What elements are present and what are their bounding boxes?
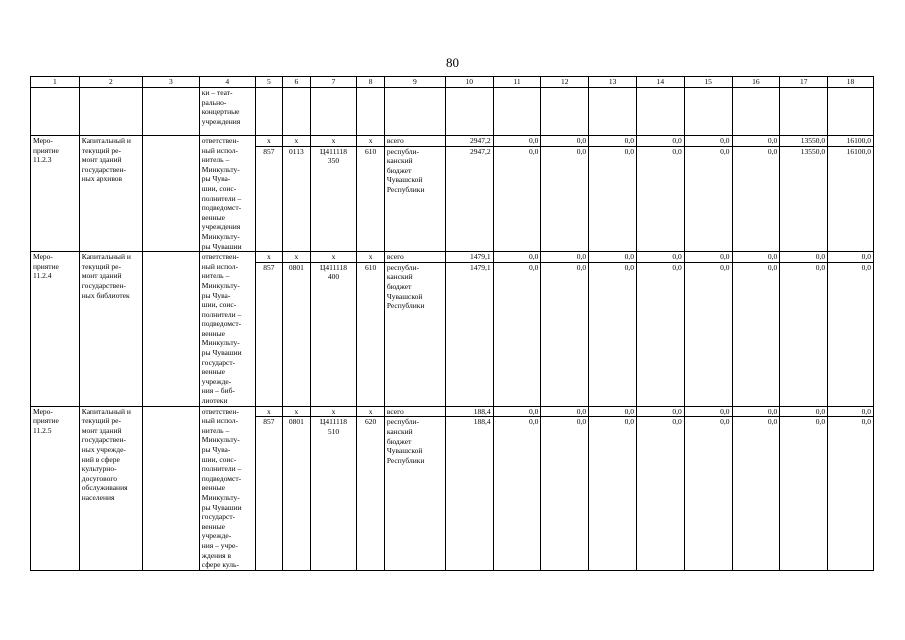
column-header: 14 xyxy=(636,77,684,88)
table-row: Меро- приятие 11.2.3 Капитальный и текущий ре- монт зданий государствен- ных архивов ответствен- ный испол- нитель – Минкульту- ры Чува- шии, соис- полнители – подведомст- венные учреждения Минкульту- ры Чувашии х х х х всего 2947,2 0,0 0,0 0,0 0,0 0,0 0,0 13550,0 16100,0 xyxy=(31,136,874,147)
column-header: 5 xyxy=(255,77,282,88)
column-header: 11 xyxy=(493,77,541,88)
column-header: 15 xyxy=(684,77,732,88)
column-header: 4 xyxy=(199,77,255,88)
activity-code: Меро- приятие 11.2.4 xyxy=(31,252,80,407)
activity-code: Меро- приятие 11.2.3 xyxy=(31,136,80,252)
column-header: 3 xyxy=(142,77,199,88)
executor-cell: ответствен- ный испол- нитель – Минкульту- ры Чува- шии, соис- полнители – подведомст- венные Минкульту- ры Чувашии государст- венные учрежде- ния – учре- ждения в сфере куль- xyxy=(199,406,255,570)
table-row: Меро- приятие 11.2.5 Капитальный и текущий ре- монт зданий государствен- ных учрежде- ний в сфере культурно- досугового обслуживания населения ответствен- ный испол- нитель – Минкульту- ры Чува- шии, соис- полнители – подведомст- венные Минкульту- ры Чувашии государст- венные учрежде- ния – учре- ждения в сфере куль- х х х х всего 188,4 0,0 0,0 0,0 0,0 0,0 0,0 0,0 0,0 xyxy=(31,406,874,417)
activity-code: Меро- приятие 11.2.5 xyxy=(31,406,80,570)
column-header: 18 xyxy=(828,77,874,88)
table-row: 857 0113 Ц411118 350 610 республи- канский бюджет Чувашской Республики 2947,2 0,0 0,0 0,0 0,0 0,0 0,0 13550,0 16100,0 xyxy=(31,146,874,251)
column-header: 13 xyxy=(589,77,637,88)
column-header: 16 xyxy=(732,77,780,88)
column-header: 8 xyxy=(357,77,384,88)
table-row: Меро- приятие 11.2.4 Капитальный и текущий ре- монт зданий государствен- ных библиотек ответствен- ный испол- нитель – Минкульту- ры Чува- шии, соис- полнители – подведомст- венные Минкульту- ры Чувашии государст- венные учрежде- ния – биб- лиотеки х х х х всего 1479,1 0,0 0,0 0,0 0,0 0,0 0,0 0,0 0,0 xyxy=(31,252,874,263)
executor-cell: ответствен- ный испол- нитель – Минкульту- ры Чува- шии, соис- полнители – подведомст- венные учреждения Минкульту- ры Чувашии xyxy=(199,136,255,252)
column-header: 6 xyxy=(283,77,310,88)
continuation-row xyxy=(31,88,874,136)
column-header: 7 xyxy=(310,77,357,88)
column-header: 2 xyxy=(79,77,142,88)
column-header: 9 xyxy=(384,77,445,88)
activity-name: Капитальный и текущий ре- монт зданий государствен- ных библиотек xyxy=(79,252,142,407)
table-row: 857 0801 Ц411118 400 610 республи- канский бюджет Чувашской Республики 1479,1 0,0 0,0 0,0 0,0 0,0 0,0 0,0 0,0 xyxy=(31,262,874,406)
budget-table xyxy=(30,76,874,571)
page-number: 80 xyxy=(446,55,459,70)
executor-cell: ответствен- ный испол- нитель – Минкульту- ры Чува- шии, соис- полнители – подведомст- венные Минкульту- ры Чувашии государст- венные учрежде- ния – биб- лиотеки xyxy=(199,252,255,407)
column-header: 17 xyxy=(780,77,828,88)
executor-cell: ки – теат- рально- концертные учреждения xyxy=(199,88,255,136)
column-header: 1 xyxy=(31,77,80,88)
table-row: 857 0801 Ц411118 510 620 республи- канский бюджет Чувашской Республики 188,4 0,0 0,0 0,0 0,0 0,0 0,0 0,0 0,0 xyxy=(31,417,874,570)
activity-name: Капитальный и текущий ре- монт зданий государствен- ных учрежде- ний в сфере культурно- досугового обслуживания населения xyxy=(79,406,142,570)
header-row xyxy=(31,77,874,88)
column-header: 12 xyxy=(541,77,589,88)
column-header: 10 xyxy=(445,77,493,88)
activity-name: Капитальный и текущий ре- монт зданий государствен- ных архивов xyxy=(79,136,142,252)
